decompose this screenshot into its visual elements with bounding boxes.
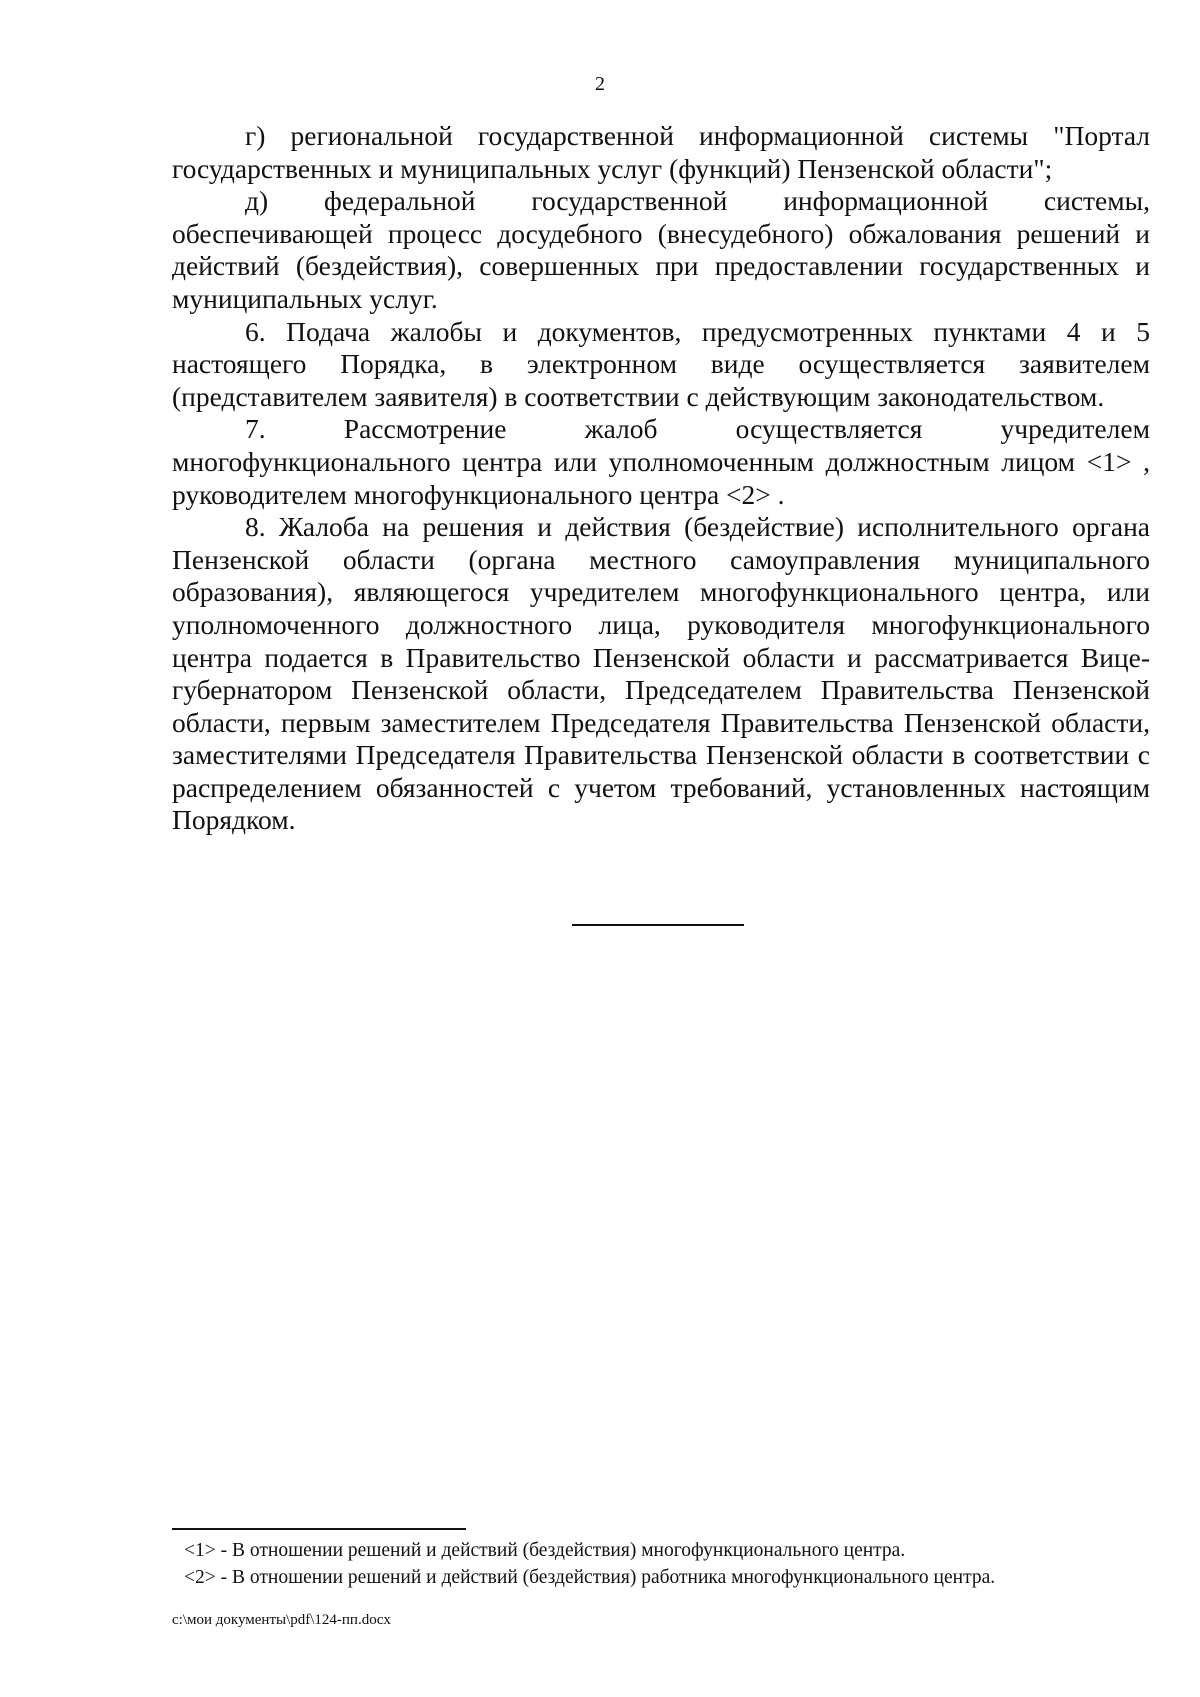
paragraph-item-8: 8. Жалоба на решения и действия (бездействие) исполнительного органа Пензенской области (органа местного самоуправления муниципального образования), являющегося учредителем многофункционального центра, или уполномоченного должностного лица, руководителя многофункционального центра подается в Правительство Пензенской области и рассматривается Вице-губернатором Пензенской области, Председателем Правительства Пензенской области, первым заместителем Председателя Правительства Пензенской области, заместителями Председателя Правительства Пензенской области в соответствии с распределением обязанностей с учетом требований, установленных настоящим Порядком. — [172, 511, 1150, 836]
footnotes — [184, 1537, 1144, 1591]
paragraph-item-g: г) региональной государственной информационной системы "Портал государственных и муниципальных услуг (функций) Пензенской области"; — [172, 120, 1150, 184]
footnote-rule — [172, 1528, 466, 1530]
page-number: 2 — [595, 73, 605, 95]
paragraph-item-6: 6. Подача жалобы и документов, предусмотренных пунктами 4 и 5 настоящего Порядка, в электронном виде осуществляется заявителем (представителем заявителя) в соответствии с действующим законодательством. — [172, 315, 1150, 412]
footnote-1: <1> - В отношении решений и действий (бездействия) многофункционального центра. — [184, 1540, 906, 1561]
file-path-footer: c:\мои документы\pdf\124-пп.docx — [172, 1612, 391, 1628]
paragraph-item-7: 7. Рассмотрение жалоб осуществляется учредителем многофункционального центра или уполномоченным должностным лицом <1> , руководителем многофункционального центра <2> . — [172, 413, 1150, 510]
document-body — [172, 120, 1150, 837]
footnote-2: <2> - В отношении решений и действий (бездействия) работника многофункционального центра. — [184, 1567, 996, 1588]
paragraph-item-d: д) федеральной государственной информационной системы, обеспечивающей процесс досудебного (внесудебного) обжалования решений и действий (бездействия), совершенных при предоставлении государственных и муниципальных услуг. — [172, 185, 1150, 314]
section-end-separator — [572, 924, 744, 926]
